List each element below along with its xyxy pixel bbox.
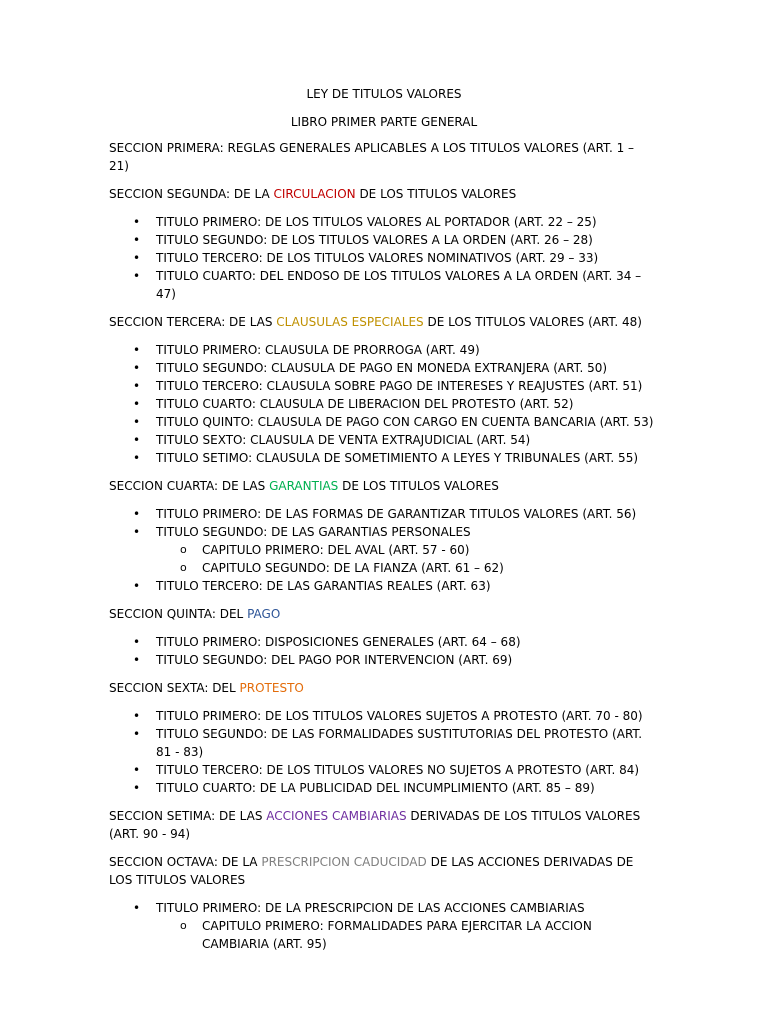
list-item-text: TITULO SEGUNDO: DE LAS FORMALIDADES SUSTITUTORIAS DEL PROTESTO (ART. 81 - 83) <box>156 727 643 759</box>
list-item <box>109 651 654 669</box>
section-heading-text: SECCION CUARTA: DE LAS <box>109 479 270 493</box>
section-topic-highlight: PAGO <box>247 607 281 621</box>
list-item <box>109 413 654 431</box>
list-item <box>109 779 654 797</box>
bullet-icon: • <box>133 361 141 375</box>
sub-list-item-text: CAPITULO PRIMERO: DEL AVAL (ART. 57 - 60) <box>202 543 470 557</box>
bullet-icon: • <box>133 901 141 915</box>
section-topic-highlight: CIRCULACION <box>273 187 356 201</box>
section-heading <box>109 139 654 175</box>
list-item-text: TITULO SEGUNDO: DEL PAGO POR INTERVENCION (ART. 69) <box>156 653 513 667</box>
bullet-icon: • <box>133 251 141 265</box>
list-item-text: TITULO PRIMERO: DE LOS TITULOS VALORES SUJETOS A PROTESTO (ART. 70 - 80) <box>156 709 643 723</box>
section-heading <box>109 679 654 697</box>
bullet-icon: • <box>133 635 141 649</box>
title-list <box>109 213 654 303</box>
list-item <box>109 633 654 651</box>
bullet-icon: • <box>133 269 141 283</box>
bullet-icon: • <box>133 653 141 667</box>
chapter-list <box>109 917 654 953</box>
section-heading-text: DE LOS TITULOS VALORES <box>338 479 499 493</box>
section-heading-text: DE LAS ACCIONES DERIVADAS DE LOS TITULOS VALORES <box>109 855 634 887</box>
sub-list-item <box>109 541 654 559</box>
bullet-icon: • <box>133 397 141 411</box>
list-item-text: TITULO TERCERO: DE LAS GARANTIAS REALES (ART. 63) <box>156 579 491 593</box>
list-item <box>109 505 654 523</box>
list-item <box>109 395 654 413</box>
circle-bullet-icon: o <box>180 919 187 932</box>
sub-list-item-text: CAPITULO PRIMERO: FORMALIDADES PARA EJERCITAR LA ACCION CAMBIARIA (ART. 95) <box>202 919 592 951</box>
section-heading <box>109 313 654 331</box>
title-list <box>109 707 654 797</box>
list-item-text: TITULO SETIMO: CLAUSULA DE SOMETIMIENTO A LEYES Y TRIBUNALES (ART. 55) <box>156 451 639 465</box>
bullet-icon: • <box>133 451 141 465</box>
list-item-text: TITULO CUARTO: DEL ENDOSO DE LOS TITULOS VALORES A LA ORDEN (ART. 34 – 47) <box>156 269 642 301</box>
list-item-text: TITULO SEGUNDO: DE LAS GARANTIAS PERSONALES <box>156 525 471 539</box>
title-list <box>109 341 654 467</box>
list-item-text: TITULO SEXTO: CLAUSULA DE VENTA EXTRAJUDICIAL (ART. 54) <box>156 433 531 447</box>
list-item <box>109 249 654 267</box>
title-list <box>109 505 654 595</box>
section-heading-text: SECCION TERCERA: DE LAS <box>109 315 277 329</box>
list-item <box>109 449 654 467</box>
list-item <box>109 899 654 917</box>
bullet-icon: • <box>133 433 141 447</box>
section-topic-highlight: CLAUSULAS ESPECIALES <box>276 315 424 329</box>
bullet-icon: • <box>133 525 141 539</box>
list-item <box>109 761 654 779</box>
list-item <box>109 523 654 541</box>
section-heading-text: DE LOS TITULOS VALORES (ART. 48) <box>423 315 642 329</box>
list-item-text: TITULO TERCERO: CLAUSULA SOBRE PAGO DE INTERESES Y REAJUSTES (ART. 51) <box>156 379 643 393</box>
bullet-icon: • <box>133 415 141 429</box>
list-item-text: TITULO SEGUNDO: CLAUSULA DE PAGO EN MONEDA EXTRANJERA (ART. 50) <box>156 361 608 375</box>
section-heading <box>109 853 654 889</box>
section-topic-highlight: ACCIONES CAMBIARIAS <box>266 809 407 823</box>
chapter-list <box>109 541 654 577</box>
section-heading-text: SECCION OCTAVA: DE LA <box>109 855 262 869</box>
list-item <box>109 577 654 595</box>
list-item-text: TITULO QUINTO: CLAUSULA DE PAGO CON CARGO EN CUENTA BANCARIA (ART. 53) <box>156 415 654 429</box>
bullet-icon: • <box>133 215 141 229</box>
section-heading-text: SECCION SETIMA: DE LAS <box>109 809 267 823</box>
document-subtitle: LIBRO PRIMER PARTE GENERAL <box>290 115 478 129</box>
section-heading-text: SECCION QUINTA: DEL <box>109 607 248 621</box>
section-heading <box>109 605 654 623</box>
section-heading-text: SECCION SEXTA: DEL <box>109 681 240 695</box>
bullet-icon: • <box>133 579 141 593</box>
title-list <box>109 899 654 953</box>
list-item-text: TITULO TERCERO: DE LOS TITULOS VALORES NOMINATIVOS (ART. 29 – 33) <box>156 251 599 265</box>
section-heading-text: DERIVADAS DE LOS TITULOS VALORES (ART. 90 - 94) <box>109 809 641 841</box>
section-heading-text: SECCION SEGUNDA: DE LA <box>109 187 274 201</box>
list-item-text: TITULO PRIMERO: DE LA PRESCRIPCION DE LAS ACCIONES CAMBIARIAS <box>156 901 585 915</box>
list-item <box>109 707 654 725</box>
list-item <box>109 231 654 249</box>
section-heading-text: DE LOS TITULOS VALORES <box>355 187 517 201</box>
list-item-text: TITULO SEGUNDO: DE LOS TITULOS VALORES A LA ORDEN (ART. 26 – 28) <box>156 233 593 247</box>
list-item <box>109 431 654 449</box>
list-item <box>109 359 654 377</box>
bullet-icon: • <box>133 233 141 247</box>
list-item <box>109 213 654 231</box>
list-item <box>109 267 654 303</box>
list-item-text: TITULO PRIMERO: DISPOSICIONES GENERALES (ART. 64 – 68) <box>156 635 521 649</box>
section-heading-text: SECCION PRIMERA: REGLAS GENERALES APLICABLES A LOS TITULOS VALORES (ART. 1 – 21) <box>109 141 635 173</box>
list-item-text: TITULO PRIMERO: DE LOS TITULOS VALORES AL PORTADOR (ART. 22 – 25) <box>156 215 597 229</box>
section-topic-highlight: GARANTIAS <box>269 479 339 493</box>
bullet-icon: • <box>133 727 141 741</box>
sub-list-item <box>109 917 654 953</box>
document-title: LEY DE TITULOS VALORES <box>306 87 462 101</box>
section-topic-highlight: PROTESTO <box>239 681 304 695</box>
section-heading <box>109 185 654 203</box>
bullet-icon: • <box>133 763 141 777</box>
sub-list-item-text: CAPITULO SEGUNDO: DE LA FIANZA (ART. 61 – 62) <box>202 561 504 575</box>
bullet-icon: • <box>133 507 141 521</box>
circle-bullet-icon: o <box>180 543 187 556</box>
list-item-text: TITULO CUARTO: CLAUSULA DE LIBERACION DEL PROTESTO (ART. 52) <box>156 397 574 411</box>
list-item-text: TITULO PRIMERO: CLAUSULA DE PRORROGA (ART. 49) <box>156 343 480 357</box>
bullet-icon: • <box>133 343 141 357</box>
list-item <box>109 341 654 359</box>
section-heading <box>109 477 654 495</box>
bullet-icon: • <box>133 709 141 723</box>
bullet-icon: • <box>133 781 141 795</box>
list-item-text: TITULO PRIMERO: DE LAS FORMAS DE GARANTIZAR TITULOS VALORES (ART. 56) <box>156 507 637 521</box>
circle-bullet-icon: o <box>180 561 187 574</box>
list-item-text: TITULO CUARTO: DE LA PUBLICIDAD DEL INCUMPLIMIENTO (ART. 85 – 89) <box>156 781 595 795</box>
list-item <box>109 377 654 395</box>
sub-list-item <box>109 559 654 577</box>
section-topic-highlight: PRESCRIPCION CADUCIDAD <box>261 855 427 869</box>
document-body <box>109 139 654 963</box>
bullet-icon: • <box>133 379 141 393</box>
section-heading <box>109 807 654 843</box>
title-list <box>109 633 654 669</box>
list-item-text: TITULO TERCERO: DE LOS TITULOS VALORES NO SUJETOS A PROTESTO (ART. 84) <box>156 763 640 777</box>
list-item <box>109 725 654 761</box>
